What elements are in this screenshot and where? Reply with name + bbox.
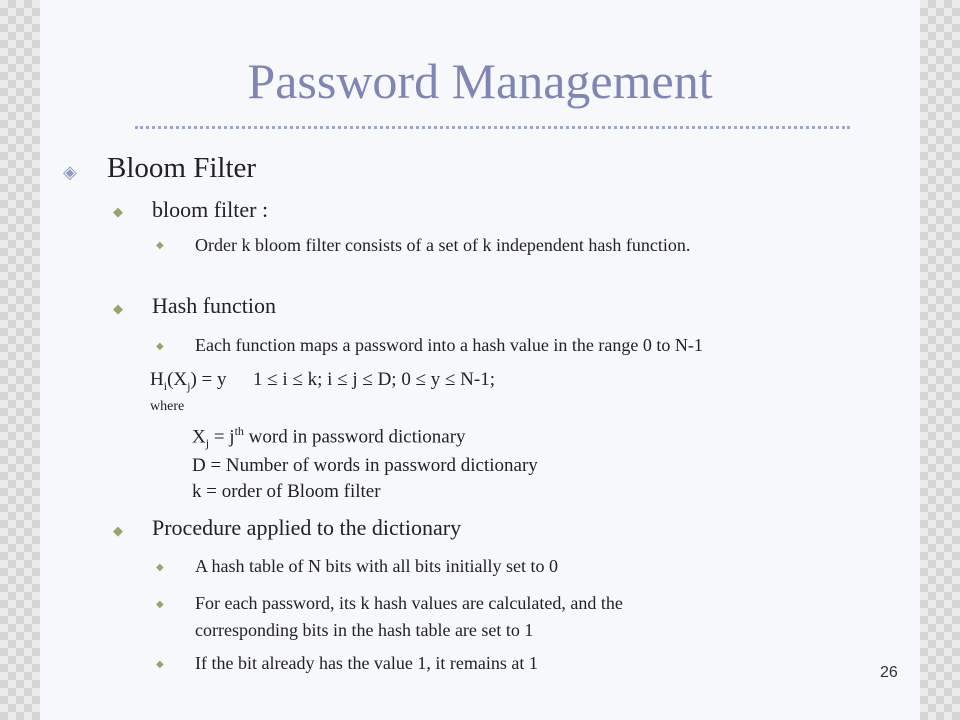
formula-conditions: 1 ≤ i ≤ k; i ≤ j ≤ D; 0 ≤ y ≤ N-1;: [253, 369, 496, 390]
level3-bullet-icon: ◆: [156, 562, 164, 573]
level1-bullet-icon: ◈: [63, 162, 77, 182]
level2-bullet-icon: ◆: [113, 523, 123, 538]
right-border-pattern: [920, 0, 960, 720]
definition-k: k = order of Bloom filter: [192, 481, 381, 502]
level3-bullet-icon: ◆: [156, 599, 164, 610]
section-item: Each function maps a password into a hash value in the range 0 to N-1: [195, 335, 703, 355]
section-item: For each password, its k hash values are calculated, and the: [195, 593, 623, 613]
level1-heading: Bloom Filter: [107, 152, 257, 184]
level3-bullet-icon: ◆: [156, 240, 164, 251]
section-item-continuation: corresponding bits in the hash table are set to 1: [195, 620, 534, 640]
level2-bullet-icon: ◆: [113, 204, 123, 219]
section-heading: Hash function: [152, 293, 277, 318]
section-heading: bloom filter :: [152, 197, 269, 222]
title-divider: [135, 126, 850, 129]
level2-bullet-icon: ◆: [113, 301, 123, 316]
hash-formula: $H_i(X_j) = y$: [150, 369, 227, 393]
level3-bullet-icon: ◆: [156, 659, 164, 670]
section-item: If the bit already has the value 1, it remains at 1: [195, 653, 538, 673]
slide-title: Password Management: [247, 53, 713, 109]
left-border-pattern: [0, 0, 40, 720]
section-item: Order k bloom filter consists of a set of k independent hash function.: [195, 235, 691, 255]
section-heading: Procedure applied to the dictionary: [152, 515, 462, 540]
level3-bullet-icon: ◆: [156, 341, 164, 352]
section-item: A hash table of N bits with all bits initially set to 0: [195, 556, 558, 576]
where-label: where: [150, 399, 185, 414]
slide: [40, 0, 920, 720]
definition-xj: $X_j = j^{th}$ word in password dictionary: [192, 424, 466, 451]
definition-d: D = Number of words in password dictionary: [192, 455, 538, 476]
page-number: 26: [880, 664, 898, 681]
